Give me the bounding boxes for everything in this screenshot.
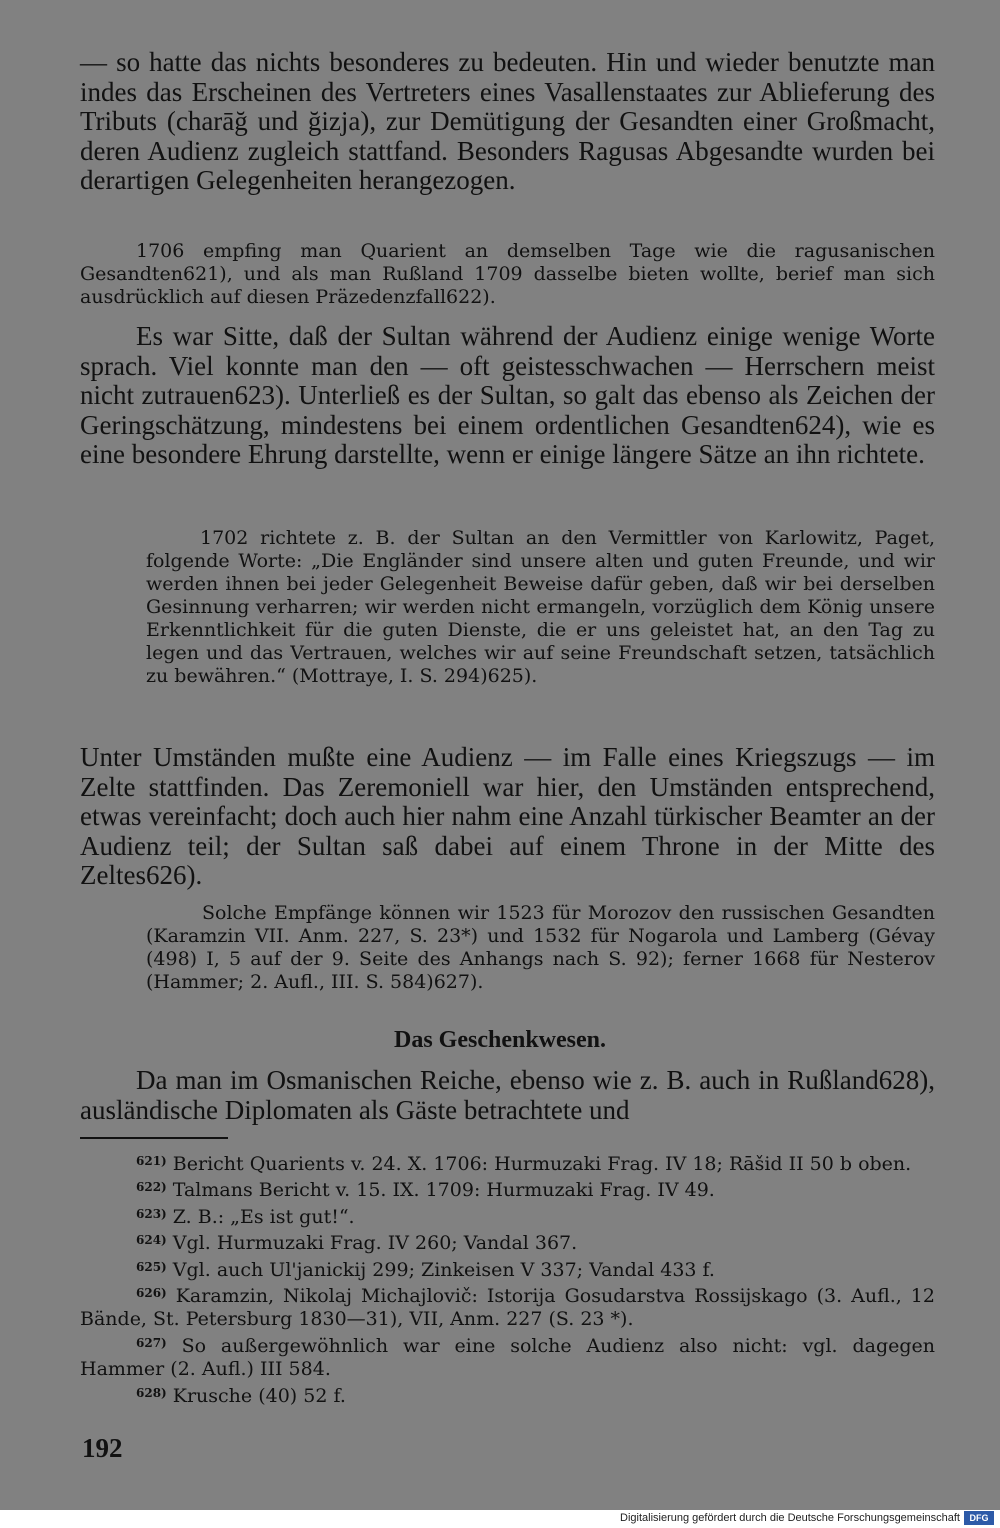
footnote-text: Bericht Quarients v. 24. X. 1706: Hurmuzaki Frag. IV 18; Rāšid II 50 b oben.	[172, 1153, 912, 1175]
footnote-626	[80, 1282, 935, 1332]
body-paragraph-2: Es war Sitte, daß der Sultan während der Audienz einige wenige Worte sprach. Viel konnte man den — oft geistesschwachen — Herrschern meist nicht zutrauen623). Unterließ es der Sultan, so galt das ebenso als Zeichen der Geringschätzung, mindestens bei einem ordentlichen Gesandten624), wie es eine besondere Ehrung darstellte, wenn er einige längere Sätze an ihn richtete.	[80, 321, 935, 469]
footnote-mark: 628)	[136, 1385, 167, 1400]
footnote-mark: 623)	[136, 1206, 167, 1221]
body-paragraph-4: Da man im Osmanischen Reiche, ebenso wie z. B. auch in Rußland628), ausländische Diplomaten als Gäste betrachtete und	[80, 1065, 935, 1125]
small-paragraph-2: 1702 richtete z. B. der Sultan an den Vermittler von Karlowitz, Paget, folgende Worte: „Die Engländer sind unsere alten und guten Freunde, und wir werden ihnen bei jeder Gelegenheit Beweise dafür geben, daß wir bei derselben Gesinnung verharren; wir werden nicht ermangeln, vorzüglich dem König unsere Erkenntlichkeit für die guten Dienste, die er uns geleistet hat, an den Tag zu legen und das Vertrauen, welches wir auf seine Freundschaft setzen, tatsächlich zu bewähren.“ (Mottraye, I. S. 294)625).	[146, 527, 935, 687]
page-number: 192	[82, 1433, 123, 1463]
footnote-621	[80, 1150, 935, 1176]
footnote-text: Krusche (40) 52 f.	[172, 1384, 346, 1407]
small-paragraph-3: Solche Empfänge können wir 1523 für Morozov den russischen Gesandten (Karamzin VII. Anm. 227, S. 23*) und 1532 für Nogarola und Lamberg (Gévay (498) I, 5 auf der 9. Seite des Anhangs nach S. 92); ferner 1668 für Nesterov (Hammer; 2. Aufl., III. S. 584)627).	[146, 902, 935, 993]
footnotes	[80, 1150, 935, 1408]
footnote-625	[80, 1256, 935, 1282]
footnote-mark: 621)	[136, 1154, 167, 1168]
footnote-628	[80, 1382, 935, 1408]
small-paragraph-1: 1706 empfing man Quarient an demselben Tage wie die ragusanischen Gesandten621), und als man Rußland 1709 dasselbe bieten wollte, berief man sich ausdrücklich auf diesen Präzedenzfall622).	[80, 240, 935, 308]
section-heading: Das Geschenkwesen.	[393, 1027, 606, 1053]
footnote-rule	[80, 1137, 228, 1139]
footnote-text: So außergewöhnlich war eine solche Audienz also nicht: vgl. dagegen Hammer (2. Aufl.) III 584.	[80, 1334, 935, 1381]
body-paragraph-1: — so hatte das nichts besonderes zu bedeuten. Hin und wieder benutzte man indes das Erscheinen des Vertreters eines Vasallenstaates zur Ablieferung des Tributs (charāğ und ğizja), zur Demütigung der Gesandten einer Großmacht, deren Audienz zugleich stattfand. Besonders Ragusas Abgesandte wurden bei derartigen Gelegenheiten herangezogen.	[80, 47, 935, 195]
footnote-627	[80, 1332, 935, 1382]
footnote-624	[80, 1229, 935, 1255]
footnote-text: Karamzin, Nikolaj Michajlovič: Istorija Gosudarstva Rossijskago (3. Aufl., 12 Bände, St. Petersburg 1830—31), VII, Anm. 227 (S. 23 *).	[80, 1285, 935, 1331]
footnote-mark: 624)	[136, 1233, 167, 1248]
footnote-text: Z. B.: „Es ist gut!“.	[172, 1205, 355, 1228]
footnote-623	[80, 1203, 935, 1229]
body-paragraph-3: Unter Umständen mußte eine Audienz — im Falle eines Kriegszugs — im Zelte stattfinden. Das Zeremoniell war hier, den Umständen entsprechend, etwas vereinfacht; doch auch hier nahm eine Anzahl türkischer Beamter an der Audienz teil; der Sultan saß dabei auf einem Throne in der Mitte des Zeltes626).	[80, 742, 935, 890]
dfg-logo-icon: DFG	[964, 1511, 994, 1525]
footnote-text: Vgl. Hurmuzaki Frag. IV 260; Vandal 367.	[172, 1232, 578, 1255]
footnote-622	[80, 1176, 935, 1202]
footnote-mark: 626)	[136, 1286, 167, 1301]
footer-credit: Digitalisierung gefördert durch die Deutsche Forschungsgemeinschaft	[620, 1512, 960, 1524]
footnote-text: Talmans Bericht v. 15. IX. 1709: Hurmuzaki Frag. IV 49.	[172, 1179, 715, 1202]
footnote-mark: 627)	[136, 1335, 167, 1350]
footnote-mark: 622)	[136, 1180, 167, 1195]
footnote-mark: 625)	[136, 1259, 167, 1274]
footnote-text: Vgl. auch Ul'janickij 299; Zinkeisen V 337; Vandal 433 f.	[172, 1258, 715, 1281]
